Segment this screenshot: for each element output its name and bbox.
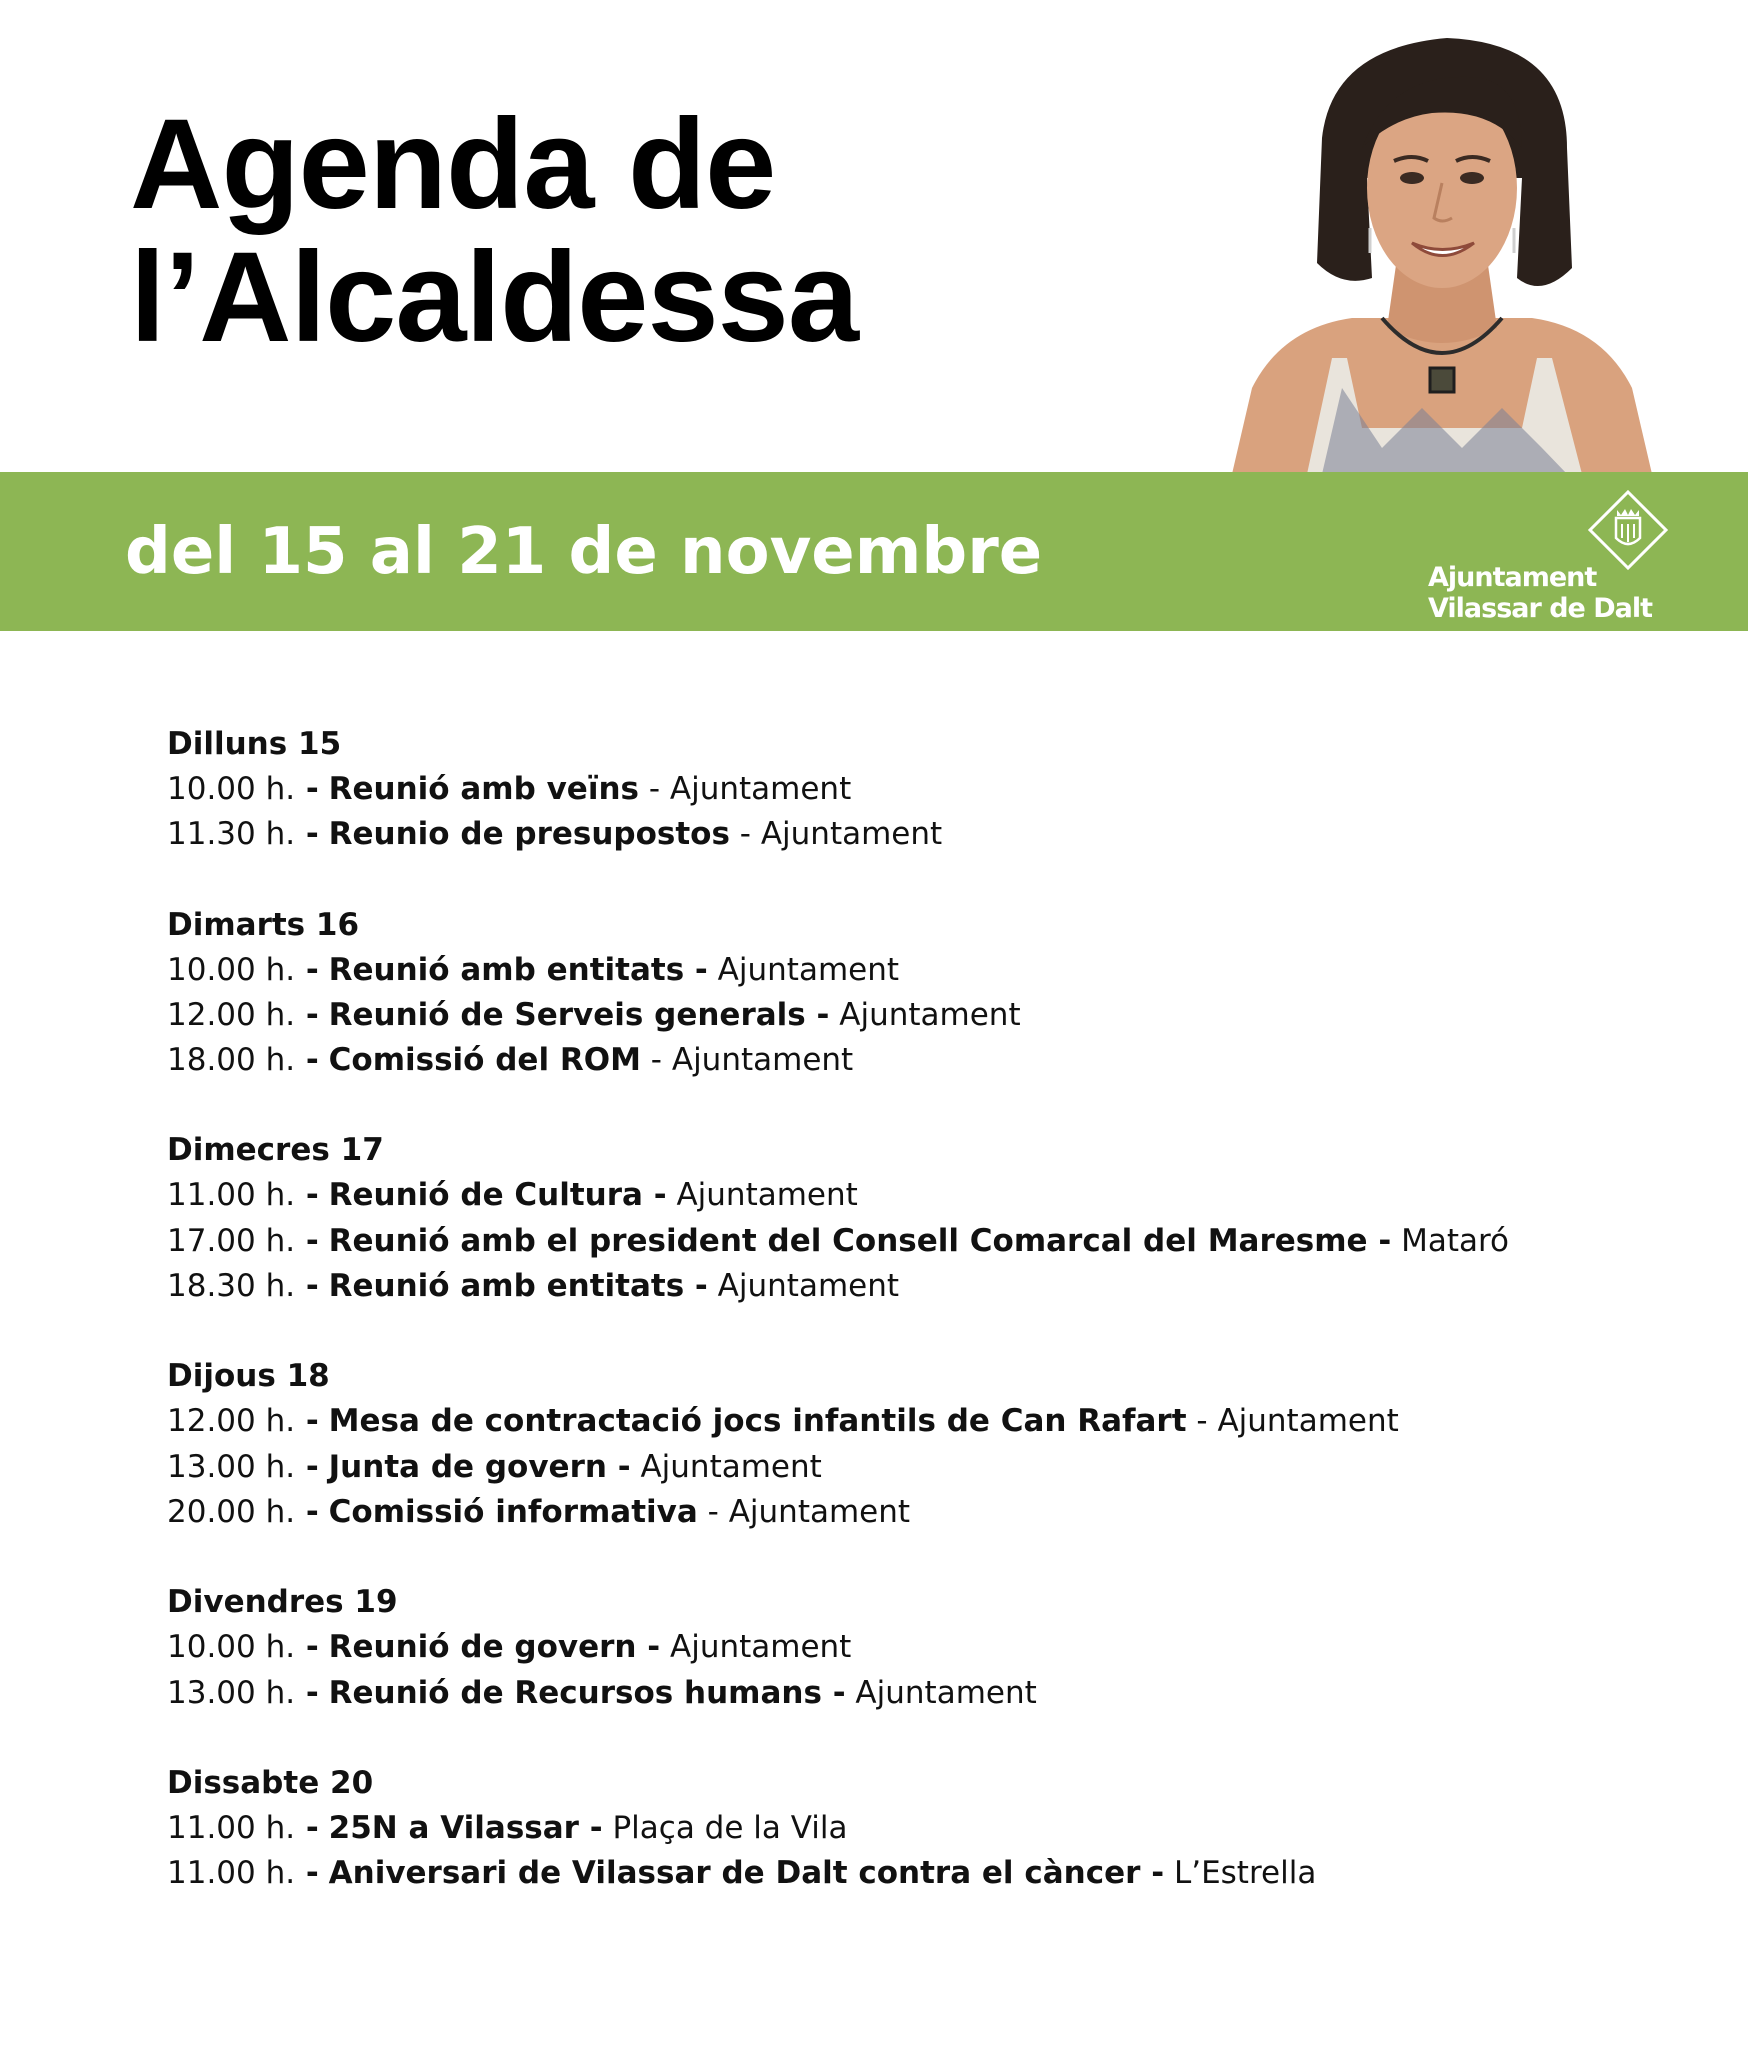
title-line-1: Agenda de: [130, 93, 776, 236]
agenda-day: [167, 1580, 1647, 1716]
date-range: del 15 al 21 de novembre: [125, 515, 1043, 589]
event-place: Ajuntament: [670, 1629, 852, 1666]
event-place-separator: [603, 1810, 613, 1846]
agenda-event: [167, 1851, 1647, 1896]
event-title: Reunió amb entitats -: [328, 1268, 708, 1305]
event-time: 12.00 h.: [167, 996, 296, 1033]
agenda-list: [167, 722, 1647, 1896]
event-time-separator: -: [295, 996, 319, 1033]
title-line-2: l’Alcaldessa: [130, 226, 858, 369]
event-time: 11.00 h.: [167, 1177, 296, 1214]
logo-line-2: Vilassar de Dalt: [1428, 593, 1653, 624]
agenda-event: [167, 1445, 1647, 1490]
event-title: Reunió amb entitats -: [328, 951, 708, 988]
event-time: 11.30 h.: [167, 816, 296, 853]
event-time: 20.00 h.: [167, 1493, 296, 1530]
event-place: Ajuntament: [669, 771, 852, 807]
event-place: Ajuntament: [839, 996, 1021, 1033]
agenda-event: [167, 812, 1647, 857]
event-place: Ajuntament: [728, 1493, 911, 1530]
event-place: Ajuntament: [760, 816, 943, 853]
event-place: Ajuntament: [717, 951, 900, 988]
event-time: 10.00 h.: [167, 1629, 296, 1666]
event-time: 18.00 h.: [167, 1042, 296, 1079]
event-title: Aniversari de Vilassar de Dalt contra el càncer -: [328, 1855, 1165, 1892]
day-title: Dimarts 16: [167, 906, 360, 943]
mayor-portrait: [1222, 28, 1662, 474]
event-title: 25N a Vilassar -: [328, 1809, 603, 1846]
event-place-separator: [846, 1675, 856, 1711]
event-place-separator: [660, 1629, 670, 1665]
date-banner: [0, 472, 1748, 631]
agenda-event: [167, 1399, 1647, 1444]
event-time-separator: -: [295, 771, 319, 807]
agenda-event: [167, 767, 1647, 812]
event-time-separator: -: [295, 816, 319, 853]
event-place-separator: [708, 952, 718, 988]
day-title: Dissabte 20: [167, 1764, 374, 1801]
agenda-event: [167, 948, 1647, 993]
event-time-separator: -: [295, 951, 319, 988]
event-place-separator: [1391, 1223, 1401, 1259]
event-time-separator: -: [295, 1809, 319, 1846]
event-time-separator: -: [295, 1403, 319, 1440]
event-title: Comissió informativa: [328, 1493, 698, 1530]
agenda-event: [167, 993, 1647, 1038]
agenda-event: [167, 1625, 1647, 1670]
event-place: Mataró: [1401, 1222, 1510, 1259]
event-place-separator: -: [729, 816, 761, 853]
event-place-separator: [667, 1177, 677, 1213]
agenda-day: [167, 903, 1647, 1084]
event-time: 13.00 h.: [167, 1448, 296, 1485]
event-time-separator: -: [295, 1493, 319, 1530]
event-time-separator: -: [295, 1042, 319, 1079]
agenda-event: [167, 1219, 1647, 1264]
agenda-event: [167, 1806, 1647, 1851]
event-place-separator: [829, 997, 839, 1033]
event-time-separator: -: [295, 1629, 319, 1666]
event-title: Reunió amb veïns: [328, 771, 639, 807]
event-place-separator: [708, 1268, 718, 1304]
event-place: L’Estrella: [1173, 1855, 1317, 1892]
event-place: Ajuntament: [855, 1674, 1037, 1711]
event-time: 10.00 h.: [167, 771, 296, 807]
event-place: Ajuntament: [640, 1448, 822, 1485]
event-place-separator: -: [697, 1493, 729, 1530]
logo-line-1: Ajuntament: [1428, 562, 1597, 593]
event-time-separator: -: [295, 1448, 319, 1485]
event-time-separator: -: [295, 1674, 319, 1711]
event-place: Ajuntament: [717, 1268, 900, 1305]
logo-text: [1428, 562, 1652, 624]
event-title: Reunió de Cultura -: [328, 1177, 667, 1214]
event-place: Ajuntament: [671, 1042, 854, 1079]
page-title: [130, 93, 858, 369]
day-title: Dimecres 17: [167, 1132, 384, 1169]
event-place: Plaça de la Vila: [612, 1809, 848, 1846]
event-time-separator: -: [295, 1177, 319, 1214]
event-place: Ajuntament: [676, 1177, 858, 1214]
agenda-event: [167, 1264, 1647, 1309]
event-place-separator: [1164, 1855, 1174, 1891]
event-time: 17.00 h.: [167, 1222, 296, 1259]
day-title: Dijous 18: [167, 1358, 330, 1395]
event-title: Mesa de contractació jocs infantils de Can Rafart: [328, 1403, 1187, 1440]
event-place: Ajuntament: [1217, 1403, 1399, 1440]
agenda-event: [167, 1490, 1647, 1535]
event-time: 10.00 h.: [167, 951, 296, 988]
day-title: Divendres 19: [167, 1584, 398, 1621]
event-title: Comissió del ROM: [328, 1042, 641, 1079]
agenda-event: [167, 1173, 1647, 1218]
event-time: 11.00 h.: [167, 1855, 296, 1892]
agenda-day: [167, 1128, 1647, 1309]
event-title: Reunió amb el president del Consell Comarcal del Maresme -: [328, 1222, 1392, 1259]
event-time: 11.00 h.: [167, 1809, 296, 1846]
agenda-day: [167, 1354, 1647, 1535]
day-title: Dilluns 15: [167, 726, 342, 762]
event-title: Reunió de Recursos humans -: [328, 1674, 846, 1711]
event-time: 18.30 h.: [167, 1268, 296, 1305]
event-place-separator: -: [640, 1042, 672, 1079]
event-title: Reunió de Serveis generals -: [328, 996, 830, 1033]
event-place-separator: -: [1186, 1403, 1218, 1440]
agenda-event: [167, 1671, 1647, 1716]
event-title: Junta de govern -: [328, 1448, 631, 1485]
event-place-separator: [631, 1449, 641, 1485]
event-place-separator: -: [638, 771, 670, 807]
event-time-separator: -: [295, 1268, 319, 1305]
event-title: Reunió de govern -: [328, 1629, 661, 1666]
event-title: Reunio de presupostos: [328, 816, 730, 853]
ajuntament-logo: [1428, 488, 1668, 624]
event-time-separator: -: [295, 1855, 319, 1892]
agenda-event: [167, 1038, 1647, 1083]
event-time: 13.00 h.: [167, 1674, 296, 1711]
event-time-separator: -: [295, 1222, 319, 1259]
agenda-day: [167, 722, 1647, 858]
event-time: 12.00 h.: [167, 1403, 296, 1440]
coat-of-arms-icon: [1586, 488, 1670, 572]
agenda-day: [167, 1761, 1647, 1897]
